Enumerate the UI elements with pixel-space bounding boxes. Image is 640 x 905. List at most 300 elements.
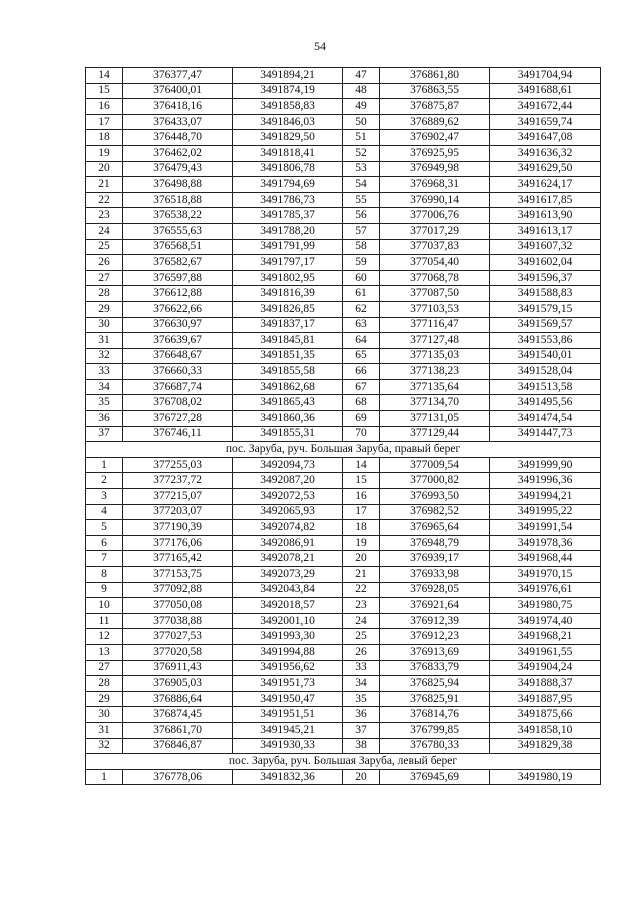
x-coordinate-cell: 376825,91 — [380, 691, 490, 707]
point-number-cell: 32 — [86, 348, 123, 364]
table-row — [86, 145, 601, 161]
x-coordinate-cell: 376687,74 — [123, 379, 233, 395]
table-row — [86, 722, 601, 738]
table-row — [86, 270, 601, 286]
x-coordinate-cell: 377054,40 — [380, 255, 490, 271]
point-number-cell: 4 — [86, 504, 123, 520]
x-coordinate-cell: 376746,11 — [123, 426, 233, 442]
y-coordinate-cell: 3491951,51 — [233, 707, 343, 723]
y-coordinate-cell: 3491858,10 — [490, 722, 601, 738]
table-row — [86, 535, 601, 551]
table-row — [86, 520, 601, 536]
y-coordinate-cell: 3491829,50 — [233, 130, 343, 146]
x-coordinate-cell: 376982,52 — [380, 504, 490, 520]
point-number-cell: 34 — [343, 676, 380, 692]
point-number-cell: 19 — [343, 535, 380, 551]
table-row — [86, 504, 601, 520]
x-coordinate-cell: 377134,70 — [380, 395, 490, 411]
y-coordinate-cell: 3492018,57 — [233, 598, 343, 614]
y-coordinate-cell: 3492074,82 — [233, 520, 343, 536]
y-coordinate-cell: 3491951,73 — [233, 676, 343, 692]
point-number-cell: 67 — [343, 379, 380, 395]
y-coordinate-cell: 3491802,95 — [233, 270, 343, 286]
x-coordinate-cell: 376597,88 — [123, 270, 233, 286]
x-coordinate-cell: 377129,44 — [380, 426, 490, 442]
point-number-cell: 53 — [343, 161, 380, 177]
section-header-row — [86, 754, 601, 770]
y-coordinate-cell: 3492043,84 — [233, 582, 343, 598]
y-coordinate-cell: 3492001,10 — [233, 613, 343, 629]
table-row — [86, 379, 601, 395]
point-number-cell: 56 — [343, 208, 380, 224]
y-coordinate-cell: 3491855,58 — [233, 364, 343, 380]
x-coordinate-cell: 376639,67 — [123, 333, 233, 349]
point-number-cell: 6 — [86, 535, 123, 551]
point-number-cell: 57 — [343, 223, 380, 239]
x-coordinate-cell: 376945,69 — [380, 769, 490, 785]
table-row — [86, 177, 601, 193]
y-coordinate-cell: 3491569,57 — [490, 317, 601, 333]
point-number-cell: 18 — [343, 520, 380, 536]
table-row — [86, 239, 601, 255]
y-coordinate-cell: 3491950,47 — [233, 691, 343, 707]
point-number-cell: 27 — [86, 660, 123, 676]
table-row — [86, 192, 601, 208]
x-coordinate-cell: 377087,50 — [380, 286, 490, 302]
point-number-cell: 36 — [343, 707, 380, 723]
y-coordinate-cell: 3491865,43 — [233, 395, 343, 411]
table-row — [86, 707, 601, 723]
table-row — [86, 114, 601, 130]
x-coordinate-cell: 376939,17 — [380, 551, 490, 567]
x-coordinate-cell: 376498,88 — [123, 177, 233, 193]
y-coordinate-cell: 3491862,68 — [233, 379, 343, 395]
page-number: 54 — [314, 39, 326, 53]
x-coordinate-cell: 376462,02 — [123, 145, 233, 161]
point-number-cell: 30 — [86, 707, 123, 723]
table-row — [86, 457, 601, 473]
section-header-row — [86, 442, 601, 458]
y-coordinate-cell: 3491858,83 — [233, 99, 343, 115]
x-coordinate-cell: 376630,97 — [123, 317, 233, 333]
x-coordinate-cell: 376814,76 — [380, 707, 490, 723]
x-coordinate-cell: 376708,02 — [123, 395, 233, 411]
y-coordinate-cell: 3491588,83 — [490, 286, 601, 302]
y-coordinate-cell: 3491894,21 — [233, 68, 343, 84]
table-row — [86, 769, 601, 785]
x-coordinate-cell: 376928,05 — [380, 582, 490, 598]
y-coordinate-cell: 3491794,69 — [233, 177, 343, 193]
point-number-cell: 33 — [86, 364, 123, 380]
point-number-cell: 64 — [343, 333, 380, 349]
point-number-cell: 19 — [86, 145, 123, 161]
point-number-cell: 16 — [343, 489, 380, 505]
x-coordinate-cell: 376993,50 — [380, 489, 490, 505]
y-coordinate-cell: 3491596,37 — [490, 270, 601, 286]
x-coordinate-cell: 376833,79 — [380, 660, 490, 676]
x-coordinate-cell: 376913,69 — [380, 644, 490, 660]
point-number-cell: 52 — [343, 145, 380, 161]
point-number-cell: 13 — [86, 644, 123, 660]
x-coordinate-cell: 376905,03 — [123, 676, 233, 692]
point-number-cell: 37 — [86, 426, 123, 442]
y-coordinate-cell: 3491855,31 — [233, 426, 343, 442]
point-number-cell: 20 — [343, 551, 380, 567]
point-number-cell: 38 — [343, 738, 380, 754]
x-coordinate-cell: 376886,64 — [123, 691, 233, 707]
x-coordinate-cell: 377138,23 — [380, 364, 490, 380]
y-coordinate-cell: 3491788,20 — [233, 223, 343, 239]
y-coordinate-cell: 3491659,74 — [490, 114, 601, 130]
table-row — [86, 473, 601, 489]
x-coordinate-cell: 376863,55 — [380, 83, 490, 99]
point-number-cell: 58 — [343, 239, 380, 255]
y-coordinate-cell: 3491974,40 — [490, 613, 601, 629]
point-number-cell: 5 — [86, 520, 123, 536]
table-row — [86, 161, 601, 177]
point-number-cell: 2 — [86, 473, 123, 489]
point-number-cell: 16 — [86, 99, 123, 115]
table-row — [86, 660, 601, 676]
point-number-cell: 31 — [86, 722, 123, 738]
point-number-cell: 12 — [86, 629, 123, 645]
y-coordinate-cell: 3492094,73 — [233, 457, 343, 473]
y-coordinate-cell: 3491672,44 — [490, 99, 601, 115]
table-row — [86, 130, 601, 146]
point-number-cell: 66 — [343, 364, 380, 380]
y-coordinate-cell: 3491528,04 — [490, 364, 601, 380]
y-coordinate-cell: 3491956,62 — [233, 660, 343, 676]
x-coordinate-cell: 377237,72 — [123, 473, 233, 489]
y-coordinate-cell: 3491818,41 — [233, 145, 343, 161]
y-coordinate-cell: 3491846,03 — [233, 114, 343, 130]
y-coordinate-cell: 3491607,32 — [490, 239, 601, 255]
point-number-cell: 59 — [343, 255, 380, 271]
point-number-cell: 33 — [343, 660, 380, 676]
x-coordinate-cell: 377103,53 — [380, 301, 490, 317]
x-coordinate-cell: 376912,23 — [380, 629, 490, 645]
point-number-cell: 54 — [343, 177, 380, 193]
x-coordinate-cell: 376568,51 — [123, 239, 233, 255]
table-row — [86, 333, 601, 349]
point-number-cell: 18 — [86, 130, 123, 146]
point-number-cell: 31 — [86, 333, 123, 349]
table-row — [86, 99, 601, 115]
y-coordinate-cell: 3491579,15 — [490, 301, 601, 317]
x-coordinate-cell: 377037,83 — [380, 239, 490, 255]
table-row — [86, 426, 601, 442]
table-row — [86, 348, 601, 364]
x-coordinate-cell: 376622,66 — [123, 301, 233, 317]
y-coordinate-cell: 3491980,19 — [490, 769, 601, 785]
table-row — [86, 598, 601, 614]
point-number-cell: 10 — [86, 598, 123, 614]
x-coordinate-cell: 376778,06 — [123, 769, 233, 785]
x-coordinate-cell: 376648,67 — [123, 348, 233, 364]
point-number-cell: 11 — [86, 613, 123, 629]
y-coordinate-cell: 3491991,54 — [490, 520, 601, 536]
point-number-cell: 36 — [86, 411, 123, 427]
x-coordinate-cell: 377215,07 — [123, 489, 233, 505]
y-coordinate-cell: 3491624,17 — [490, 177, 601, 193]
x-coordinate-cell: 377116,47 — [380, 317, 490, 333]
x-coordinate-cell: 376846,87 — [123, 738, 233, 754]
point-number-cell: 22 — [86, 192, 123, 208]
x-coordinate-cell: 377020,58 — [123, 644, 233, 660]
x-coordinate-cell: 376825,94 — [380, 676, 490, 692]
y-coordinate-cell: 3491826,85 — [233, 301, 343, 317]
x-coordinate-cell: 376921,64 — [380, 598, 490, 614]
x-coordinate-cell: 376418,16 — [123, 99, 233, 115]
point-number-cell: 24 — [343, 613, 380, 629]
point-number-cell: 7 — [86, 551, 123, 567]
table-row — [86, 676, 601, 692]
y-coordinate-cell: 3491976,61 — [490, 582, 601, 598]
y-coordinate-cell: 3491617,85 — [490, 192, 601, 208]
point-number-cell: 49 — [343, 99, 380, 115]
point-number-cell: 20 — [86, 161, 123, 177]
x-coordinate-cell: 377127,48 — [380, 333, 490, 349]
y-coordinate-cell: 3491613,17 — [490, 223, 601, 239]
point-number-cell: 50 — [343, 114, 380, 130]
y-coordinate-cell: 3491904,24 — [490, 660, 601, 676]
point-number-cell: 9 — [86, 582, 123, 598]
point-number-cell: 1 — [86, 457, 123, 473]
y-coordinate-cell: 3492078,21 — [233, 551, 343, 567]
x-coordinate-cell: 376889,62 — [380, 114, 490, 130]
y-coordinate-cell: 3491495,56 — [490, 395, 601, 411]
table-row — [86, 83, 601, 99]
y-coordinate-cell: 3491613,90 — [490, 208, 601, 224]
y-coordinate-cell: 3491474,54 — [490, 411, 601, 427]
y-coordinate-cell: 3491930,33 — [233, 738, 343, 754]
point-number-cell: 15 — [343, 473, 380, 489]
y-coordinate-cell: 3491995,22 — [490, 504, 601, 520]
table-row — [86, 551, 601, 567]
x-coordinate-cell: 377050,08 — [123, 598, 233, 614]
point-number-cell: 3 — [86, 489, 123, 505]
point-number-cell: 28 — [86, 676, 123, 692]
y-coordinate-cell: 3491553,86 — [490, 333, 601, 349]
point-number-cell: 62 — [343, 301, 380, 317]
point-number-cell: 34 — [86, 379, 123, 395]
point-number-cell: 23 — [86, 208, 123, 224]
table-row — [86, 644, 601, 660]
table-row — [86, 613, 601, 629]
table-row — [86, 286, 601, 302]
y-coordinate-cell: 3491832,36 — [233, 769, 343, 785]
y-coordinate-cell: 3491860,36 — [233, 411, 343, 427]
y-coordinate-cell: 3491829,38 — [490, 738, 601, 754]
y-coordinate-cell: 3492072,53 — [233, 489, 343, 505]
y-coordinate-cell: 3491704,94 — [490, 68, 601, 84]
point-number-cell: 55 — [343, 192, 380, 208]
point-number-cell: 48 — [343, 83, 380, 99]
x-coordinate-cell: 377165,42 — [123, 551, 233, 567]
x-coordinate-cell: 376660,33 — [123, 364, 233, 380]
x-coordinate-cell: 376911,43 — [123, 660, 233, 676]
x-coordinate-cell: 376948,79 — [380, 535, 490, 551]
point-number-cell: 32 — [86, 738, 123, 754]
point-number-cell: 23 — [343, 598, 380, 614]
y-coordinate-cell: 3491887,95 — [490, 691, 601, 707]
table-row — [86, 364, 601, 380]
point-number-cell: 68 — [343, 395, 380, 411]
x-coordinate-cell: 377000,82 — [380, 473, 490, 489]
x-coordinate-cell: 377135,64 — [380, 379, 490, 395]
x-coordinate-cell: 376968,31 — [380, 177, 490, 193]
x-coordinate-cell: 376612,88 — [123, 286, 233, 302]
y-coordinate-cell: 3491994,21 — [490, 489, 601, 505]
point-number-cell: 1 — [86, 769, 123, 785]
y-coordinate-cell: 3491797,17 — [233, 255, 343, 271]
table-row — [86, 411, 601, 427]
x-coordinate-cell: 377092,88 — [123, 582, 233, 598]
y-coordinate-cell: 3491874,19 — [233, 83, 343, 99]
x-coordinate-cell: 376875,87 — [380, 99, 490, 115]
point-number-cell: 61 — [343, 286, 380, 302]
x-coordinate-cell: 377135,03 — [380, 348, 490, 364]
y-coordinate-cell: 3491888,37 — [490, 676, 601, 692]
point-number-cell: 65 — [343, 348, 380, 364]
point-number-cell: 69 — [343, 411, 380, 427]
point-number-cell: 29 — [86, 301, 123, 317]
y-coordinate-cell: 3491816,39 — [233, 286, 343, 302]
x-coordinate-cell: 376538,22 — [123, 208, 233, 224]
y-coordinate-cell: 3491875,66 — [490, 707, 601, 723]
x-coordinate-cell: 376965,64 — [380, 520, 490, 536]
y-coordinate-cell: 3491968,21 — [490, 629, 601, 645]
point-number-cell: 70 — [343, 426, 380, 442]
y-coordinate-cell: 3491786,73 — [233, 192, 343, 208]
y-coordinate-cell: 3492073,29 — [233, 567, 343, 583]
y-coordinate-cell: 3491980,75 — [490, 598, 601, 614]
table-row — [86, 223, 601, 239]
x-coordinate-cell: 377006,76 — [380, 208, 490, 224]
x-coordinate-cell: 376780,33 — [380, 738, 490, 754]
y-coordinate-cell: 3491993,30 — [233, 629, 343, 645]
x-coordinate-cell: 376990,14 — [380, 192, 490, 208]
x-coordinate-cell: 376377,47 — [123, 68, 233, 84]
point-number-cell: 60 — [343, 270, 380, 286]
x-coordinate-cell: 376518,88 — [123, 192, 233, 208]
x-coordinate-cell: 376479,43 — [123, 161, 233, 177]
table-row — [86, 691, 601, 707]
x-coordinate-cell: 376925,95 — [380, 145, 490, 161]
coordinates-table — [85, 67, 601, 785]
point-number-cell: 21 — [343, 567, 380, 583]
point-number-cell: 51 — [343, 130, 380, 146]
y-coordinate-cell: 3491636,32 — [490, 145, 601, 161]
x-coordinate-cell: 376912,39 — [380, 613, 490, 629]
x-coordinate-cell: 377190,39 — [123, 520, 233, 536]
point-number-cell: 30 — [86, 317, 123, 333]
x-coordinate-cell: 377203,07 — [123, 504, 233, 520]
y-coordinate-cell: 3491945,21 — [233, 722, 343, 738]
x-coordinate-cell: 376861,70 — [123, 722, 233, 738]
point-number-cell: 8 — [86, 567, 123, 583]
table-row — [86, 317, 601, 333]
y-coordinate-cell: 3491978,36 — [490, 535, 601, 551]
x-coordinate-cell: 376433,07 — [123, 114, 233, 130]
point-number-cell: 47 — [343, 68, 380, 84]
x-coordinate-cell: 376448,70 — [123, 130, 233, 146]
x-coordinate-cell: 377255,03 — [123, 457, 233, 473]
table-row — [86, 301, 601, 317]
y-coordinate-cell: 3491688,61 — [490, 83, 601, 99]
point-number-cell: 20 — [343, 769, 380, 785]
y-coordinate-cell: 3491629,50 — [490, 161, 601, 177]
point-number-cell: 17 — [86, 114, 123, 130]
point-number-cell: 35 — [86, 395, 123, 411]
y-coordinate-cell: 3491837,17 — [233, 317, 343, 333]
point-number-cell: 26 — [343, 644, 380, 660]
point-number-cell: 28 — [86, 286, 123, 302]
x-coordinate-cell: 377009,54 — [380, 457, 490, 473]
y-coordinate-cell: 3491845,81 — [233, 333, 343, 349]
point-number-cell: 27 — [86, 270, 123, 286]
y-coordinate-cell: 3491602,04 — [490, 255, 601, 271]
x-coordinate-cell: 376861,80 — [380, 68, 490, 84]
y-coordinate-cell: 3492086,91 — [233, 535, 343, 551]
y-coordinate-cell: 3491791,99 — [233, 239, 343, 255]
y-coordinate-cell: 3491996,36 — [490, 473, 601, 489]
x-coordinate-cell: 376799,85 — [380, 722, 490, 738]
point-number-cell: 14 — [86, 68, 123, 84]
x-coordinate-cell: 376400,01 — [123, 83, 233, 99]
table-row — [86, 255, 601, 271]
x-coordinate-cell: 376582,67 — [123, 255, 233, 271]
x-coordinate-cell: 377153,75 — [123, 567, 233, 583]
point-number-cell: 63 — [343, 317, 380, 333]
point-number-cell: 15 — [86, 83, 123, 99]
point-number-cell: 14 — [343, 457, 380, 473]
y-coordinate-cell: 3491647,08 — [490, 130, 601, 146]
y-coordinate-cell: 3492087,20 — [233, 473, 343, 489]
y-coordinate-cell: 3491968,44 — [490, 551, 601, 567]
y-coordinate-cell: 3491994,88 — [233, 644, 343, 660]
x-coordinate-cell: 376727,28 — [123, 411, 233, 427]
y-coordinate-cell: 3491851,35 — [233, 348, 343, 364]
point-number-cell: 35 — [343, 691, 380, 707]
y-coordinate-cell: 3491447,73 — [490, 426, 601, 442]
x-coordinate-cell: 376933,98 — [380, 567, 490, 583]
y-coordinate-cell: 3491513,58 — [490, 379, 601, 395]
point-number-cell: 37 — [343, 722, 380, 738]
point-number-cell: 17 — [343, 504, 380, 520]
x-coordinate-cell: 376949,98 — [380, 161, 490, 177]
point-number-cell: 25 — [86, 239, 123, 255]
x-coordinate-cell: 377068,78 — [380, 270, 490, 286]
table-row — [86, 68, 601, 84]
point-number-cell: 26 — [86, 255, 123, 271]
x-coordinate-cell: 376555,63 — [123, 223, 233, 239]
y-coordinate-cell: 3491785,37 — [233, 208, 343, 224]
section-title: пос. Заруба, руч. Большая Заруба, левый берег — [86, 754, 601, 770]
table-row — [86, 489, 601, 505]
x-coordinate-cell: 377176,06 — [123, 535, 233, 551]
y-coordinate-cell: 3491540,01 — [490, 348, 601, 364]
table-row — [86, 738, 601, 754]
x-coordinate-cell: 377017,29 — [380, 223, 490, 239]
point-number-cell: 22 — [343, 582, 380, 598]
point-number-cell: 25 — [343, 629, 380, 645]
table-row — [86, 629, 601, 645]
table-row — [86, 395, 601, 411]
y-coordinate-cell: 3491806,78 — [233, 161, 343, 177]
x-coordinate-cell: 377131,05 — [380, 411, 490, 427]
x-coordinate-cell: 377027,53 — [123, 629, 233, 645]
